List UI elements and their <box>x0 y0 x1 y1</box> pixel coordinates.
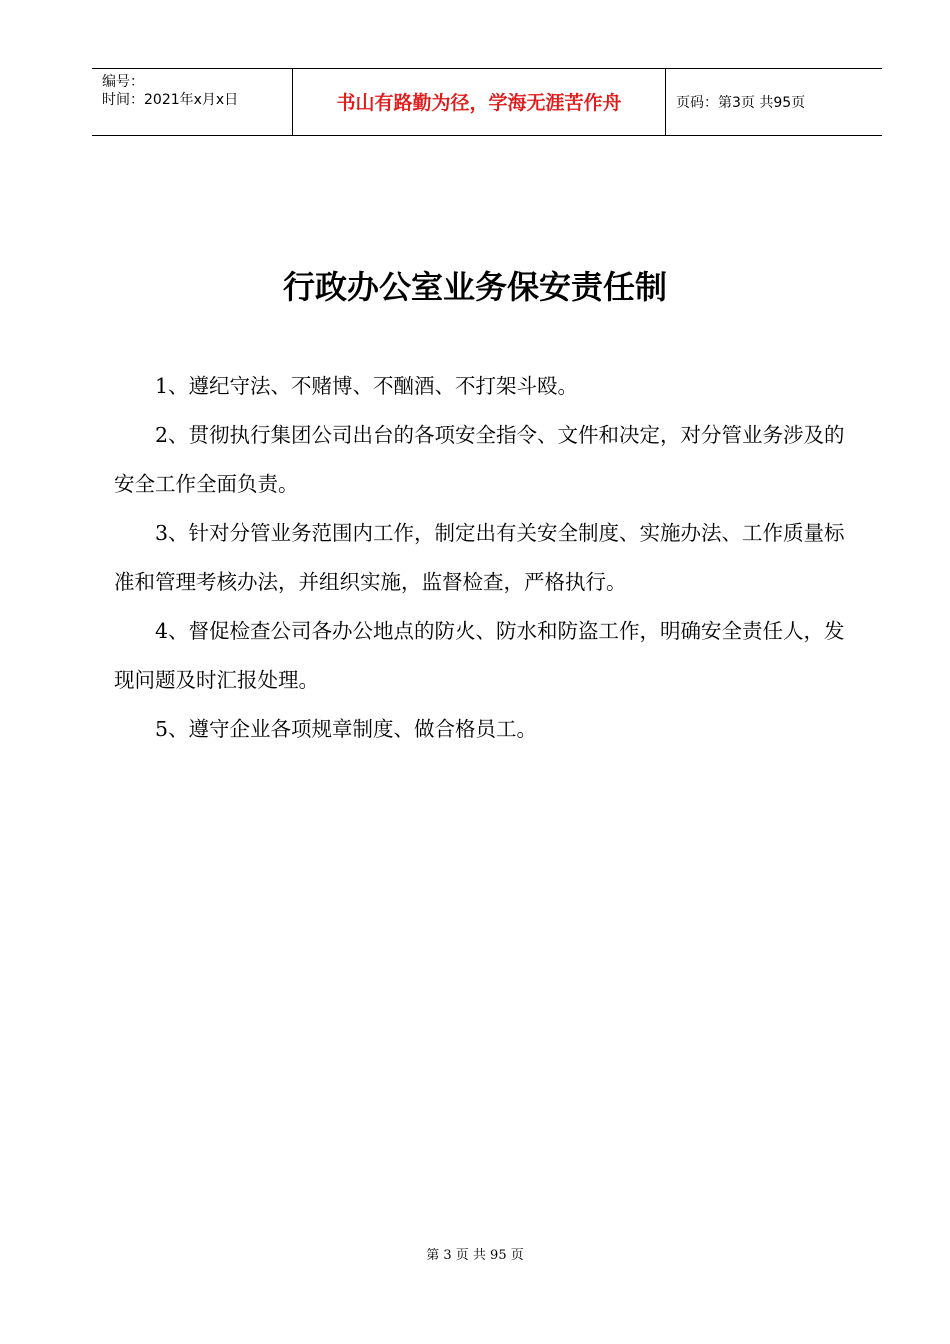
header-page-info: 页码：第3页 共95页 <box>676 95 806 111</box>
document-title: 行政办公室业务保安责任制 <box>282 268 667 306</box>
header-motto: 书山有路勤为径，学海无涯苦作舟 <box>336 92 622 114</box>
document-time-label: 时间：2021年x月x日 <box>102 92 239 108</box>
header-motto-cell <box>293 69 666 135</box>
paragraph-5: 5、遵守企业各项规章制度、做合格员工。 <box>155 717 538 741</box>
header-info-cell <box>92 69 293 135</box>
page-header <box>92 68 882 136</box>
page-footer: 第 3 页 共 95 页 <box>426 1248 524 1263</box>
paragraph-1: 1、遵纪守法、不赌博、不酗酒、不打架斗殴。 <box>155 374 579 398</box>
document-number-label: 编号： <box>102 74 144 90</box>
document-body <box>114 362 862 754</box>
paragraph-2: 2、贯彻执行集团公司出台的各项安全指令、文件和决定，对分管业务涉及的安全工作全面负责。 <box>114 423 845 496</box>
paragraph-3: 3、针对分管业务范围内工作，制定出有关安全制度、实施办法、工作质量标准和管理考核办法，并组织实施，监督检查，严格执行。 <box>114 521 845 594</box>
paragraph-4: 4、督促检查公司各办公地点的防火、防水和防盗工作，明确安全责任人，发现问题及时汇报处理。 <box>114 619 845 692</box>
header-page-cell <box>666 69 882 135</box>
